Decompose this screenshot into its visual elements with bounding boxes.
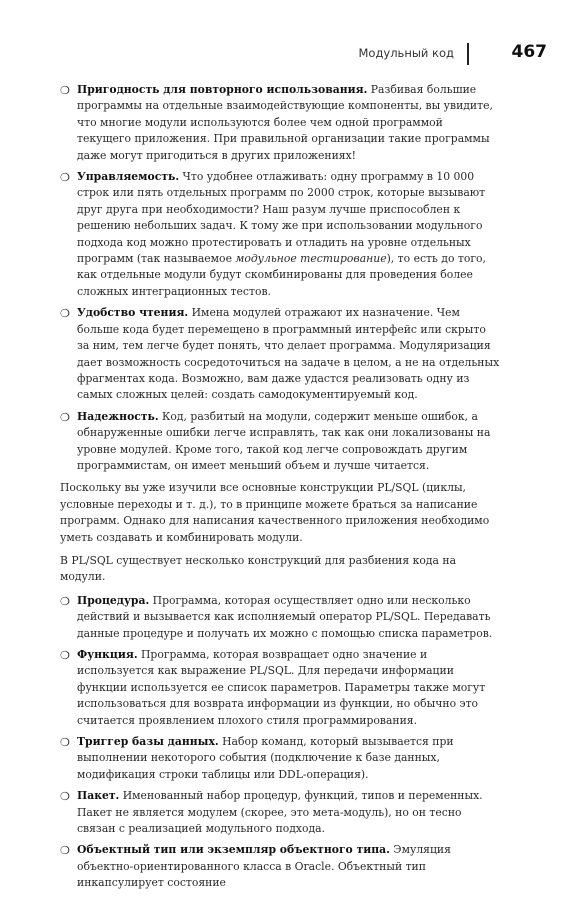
list-item-term: Объектный тип или экземпляр объектного типа. (77, 843, 390, 857)
list-item-text: Имена модулей отражают их назначение. Чем больше кода будет перемещено в программный интерфейс или скрыто за ним, тем легче будет понять, что делает программа. Модуляризация дает возможность сосредоточиться на задаче в целом, а не на отдельных фрагментах кода. Возможно, вам даже удастся реализовать одну из самых сложных целей: создать самодокументируемый код. (77, 306, 500, 402)
list-item (60, 788, 500, 837)
benefits-list (60, 82, 500, 474)
list-item-text: Эмуляция объектно-ориентированного класса в Oracle. Объектный тип инкапсулирует состояние (77, 843, 451, 890)
list-item (60, 842, 500, 891)
bullet-circle-icon: ❍ (60, 844, 70, 858)
bullet-circle-icon: ❍ (60, 649, 70, 662)
bullet-circle-icon: ❍ (60, 594, 70, 608)
list-item-text: Программа, которая осуществляет одно или несколько действий и вызывается как исполняемый оператор PL/SQL. Передавать данные процедуре и получать их можно с помощью списка параметров. (77, 593, 493, 640)
list-item-term: Пакет. (77, 789, 120, 803)
constructs-list (60, 593, 500, 892)
bullet-circle-icon: ❍ (60, 736, 70, 750)
bullet-circle-icon: ❍ (60, 171, 70, 185)
list-item-term: Триггер базы данных. (77, 735, 219, 749)
list-item-term: Надежность. (77, 409, 159, 423)
bullet-circle-icon: ❍ (60, 307, 70, 321)
list-item (60, 593, 500, 642)
list-item-text: Что удобнее отлаживать: одну программу в 10 000 строк или пять отдельных программ по 2000 строк, которые вызывают друг друга при необходимости? Наш разум лучше приспособлен к решению небольших задач. К тому же при использовании модульного подхода код можно протестировать и отладить на уровне отдельных программ (так называемое (77, 170, 486, 266)
list-item-text: Именованный набор процедур, функций, типов и переменных. Пакет не является модулем (скорее, это мета-модуль), но он тесно связан с реализацией модульного подхода. (77, 789, 483, 836)
page-body (60, 82, 500, 897)
list-item-term: Процедура. (77, 593, 150, 607)
running-header (0, 40, 564, 66)
body-paragraph: В PL/SQL существует несколько конструкций для разбиения кода на модули. (60, 553, 457, 584)
list-item (60, 409, 500, 475)
list-item (60, 305, 500, 403)
list-item (60, 647, 500, 729)
bullet-circle-icon: ❍ (60, 84, 70, 97)
list-item (60, 734, 500, 783)
list-item-text: Код, разбитый на модули, содержит меньше ошибок, а обнаруженные ошибки легче исправлять, так как они локализованы на уровне модулей. Кроме того, такой код легче сопровождать другим программистам, он имеет меньший объем и лучше читается. (77, 409, 491, 472)
list-item-text-after: ), то есть до того, как отдельные модули будут скомбинированы для проведения более сложных интеграционных тестов. (77, 252, 486, 298)
list-item-text: Программа, которая возвращает одно значение и используется как выражение PL/SQL. Для передачи информации функции используется ее список параметров. Параметры также могут использоваться для возврата информации из функции, но обычно это считается проявлением плохого стиля программирования. (77, 648, 486, 727)
list-item-term: Управляемость. (77, 170, 180, 184)
list-item (60, 82, 500, 164)
list-item-text: Разбивая большие программы на отдельные взаимодействующие компоненты, вы увидите, что многие модули используются более чем одной программой текущего приложения. При правильной организации такие программы даже могут пригодиться в других приложениях! (77, 83, 493, 162)
bullet-circle-icon: ❍ (60, 790, 70, 804)
bullet-circle-icon: ❍ (60, 410, 70, 424)
running-header-title: Модульный код (358, 46, 454, 60)
list-item-term: Функция. (77, 648, 138, 661)
list-item (60, 169, 500, 300)
emphasized-term: модульное тестирование (235, 252, 387, 266)
list-item-term: Пригодность для повторного использования. (77, 83, 368, 96)
list-item-text: Набор команд, который вызывается при выполнении некоторого события (подключение к базе данных, модификация строки таблицы или DDL-операция). (77, 735, 454, 781)
body-paragraph: Поскольку вы уже изучили все основные конструкции PL/SQL (циклы, условные переходы и т. д.), то в принципе можете браться за написание программ. Однако для написания качественного приложения необходимо уметь создавать и комбинировать модули. (60, 481, 490, 544)
list-item-term: Удобство чтения. (77, 306, 189, 320)
header-separator (467, 43, 469, 65)
page-number: 467 (511, 42, 547, 62)
